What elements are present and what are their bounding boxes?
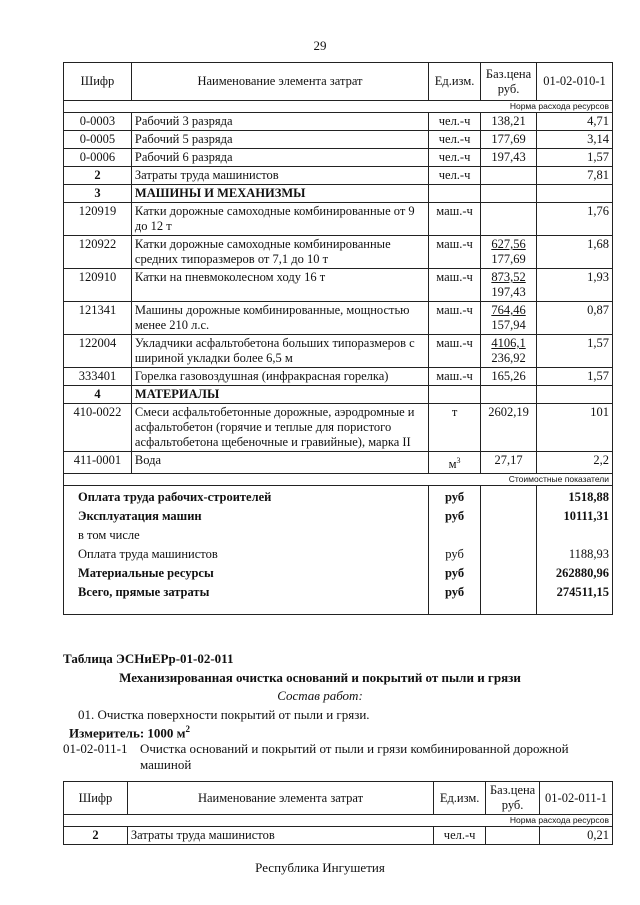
table-row <box>64 335 613 368</box>
cost-subheader: Стоимостные показатели <box>64 474 613 486</box>
row-code: 0-0006 <box>64 149 132 167</box>
table-header-row <box>64 782 613 815</box>
norm-code: 01-02-011-1 <box>63 741 128 756</box>
work-composition-title: Состав работ: <box>277 688 363 703</box>
header-price-line2: руб. <box>497 81 520 96</box>
norm-subheader: Норма расхода ресурсов <box>64 815 613 827</box>
row-code: 120919 <box>64 203 132 236</box>
table-row <box>64 131 613 149</box>
summary-name: Всего, прямые затраты <box>64 582 429 615</box>
row-norm: 1,93 <box>537 269 613 302</box>
table-row <box>64 368 613 386</box>
section-row-machines <box>64 185 613 203</box>
row-unit: маш.-ч <box>429 269 481 302</box>
row-price <box>481 269 537 302</box>
row-code: 0-0005 <box>64 131 132 149</box>
resource-table-2 <box>63 781 613 845</box>
price-total: 764,46 <box>491 303 526 317</box>
row-unit: маш.-ч <box>429 302 481 335</box>
row-code: 120910 <box>64 269 132 302</box>
row-price: 2602,19 <box>481 404 537 452</box>
price-total: 873,52 <box>491 270 526 284</box>
header-price-line2: руб. <box>501 798 524 812</box>
table-row <box>64 113 613 131</box>
row-norm: 1,76 <box>537 203 613 236</box>
row-unit: чел.-ч <box>429 149 481 167</box>
row-code: 120922 <box>64 236 132 269</box>
header-code: Шифр <box>64 782 128 815</box>
table-row <box>64 269 613 302</box>
row-code: 2 <box>64 827 128 845</box>
unit-base: м <box>448 457 457 472</box>
row-code: 0-0003 <box>64 113 132 131</box>
page-number: 29 <box>313 38 327 53</box>
summary-row <box>64 506 613 525</box>
row-code: 410-0022 <box>64 404 132 452</box>
header-unit: Ед.изм. <box>429 63 481 101</box>
row-code: 2 <box>64 167 132 185</box>
header-code: Шифр <box>64 63 132 101</box>
row-name: Рабочий 3 разряда <box>131 113 428 131</box>
row-name: МАТЕРИАЛЫ <box>131 386 428 404</box>
row-code: 122004 <box>64 335 132 368</box>
row-unit: чел.-ч <box>434 827 486 845</box>
norm-subheader-row <box>64 815 613 827</box>
row-name: Смеси асфальтобетонные дорожные, аэродромные и асфальтобетон (горячие и теплые для пористого асфальтобетона щебеночные и гравийные), марка II <box>131 404 428 452</box>
row-norm: 2,2 <box>537 452 613 474</box>
row-name: Катки на пневмоколесном ходу 16 т <box>131 269 428 302</box>
price-total: 4106,1 <box>491 336 526 350</box>
table-header-row <box>64 63 613 101</box>
summary-name: Материальные ресурсы <box>64 563 429 582</box>
row-price: 165,26 <box>481 368 537 386</box>
row-price <box>481 236 537 269</box>
resource-table <box>63 62 613 615</box>
row-price <box>481 302 537 335</box>
row-price <box>481 167 537 185</box>
row-name: Рабочий 6 разряда <box>131 149 428 167</box>
row-unit: чел.-ч <box>429 131 481 149</box>
header-price-line1: Баз.цена <box>485 66 532 81</box>
price-operator: 157,94 <box>491 318 526 332</box>
row-name: Затраты труда машинистов <box>131 167 428 185</box>
table-row <box>64 302 613 335</box>
row-norm: 7,81 <box>537 167 613 185</box>
summary-row <box>64 563 613 582</box>
row-code: 3 <box>64 185 132 203</box>
header-price <box>486 782 540 815</box>
row-price <box>481 203 537 236</box>
footer-region: Республика Ингушетия <box>255 860 385 875</box>
row-unit: маш.-ч <box>429 368 481 386</box>
summary-value: 262880,96 <box>537 563 613 582</box>
row-price <box>486 827 540 845</box>
row-name: Укладчики асфальтобетона больших типоразмеров с шириной укладки более 6,5 м <box>131 335 428 368</box>
norm-subheader: Норма расхода ресурсов <box>64 101 613 113</box>
table-label: Таблица ЭСНиЕРр-01-02-011 <box>63 651 234 666</box>
row-norm: 1,57 <box>537 149 613 167</box>
work-item: 01. Очистка поверхности покрытий от пыли и грязи. <box>78 707 370 722</box>
price-total: 627,56 <box>491 237 526 251</box>
summary-unit: руб <box>429 486 481 507</box>
price-operator: 177,69 <box>491 252 526 266</box>
row-price: 27,17 <box>481 452 537 474</box>
row-norm: 0,87 <box>537 302 613 335</box>
row-name: МАШИНЫ И МЕХАНИЗМЫ <box>131 185 428 203</box>
row-code: 411-0001 <box>64 452 132 474</box>
norm-description-line1: Очистка оснований и покрытий от пыли и грязи комбинированной дорожной <box>140 741 569 756</box>
row-price: 197,43 <box>481 149 537 167</box>
row-name: Затраты труда машинистов <box>127 827 433 845</box>
summary-unit: руб <box>429 582 481 615</box>
header-unit: Ед.изм. <box>434 782 486 815</box>
meter <box>69 724 190 741</box>
summary-unit: руб <box>429 544 481 563</box>
table-row <box>64 827 613 845</box>
row-norm: 1,57 <box>537 335 613 368</box>
summary-value: 1518,88 <box>537 486 613 507</box>
summary-unit: руб <box>429 506 481 525</box>
meter-superscript: 2 <box>185 724 191 734</box>
row-norm: 101 <box>537 404 613 452</box>
row-unit <box>429 452 481 474</box>
cost-subheader-row <box>64 474 613 486</box>
summary-value: 274511,15 <box>537 582 613 615</box>
meter-text: Измеритель: 1000 м <box>69 725 186 741</box>
summary-row <box>64 582 613 615</box>
summary-name: Эксплуатация машин <box>64 506 429 525</box>
row-unit: маш.-ч <box>429 203 481 236</box>
row-unit: чел.-ч <box>429 167 481 185</box>
row-name: Машины дорожные комбинированные, мощностью менее 210 л.с. <box>131 302 428 335</box>
row-name: Вода <box>131 452 428 474</box>
table-row <box>64 404 613 452</box>
row-price <box>481 335 537 368</box>
table-row <box>64 149 613 167</box>
unit-superscript: 3 <box>456 456 461 465</box>
summary-name: в том числе <box>64 525 429 544</box>
row-code: 4 <box>64 386 132 404</box>
row-norm: 1,68 <box>537 236 613 269</box>
row-name: Катки дорожные самоходные комбинированные средних типоразмеров от 7,1 до 10 т <box>131 236 428 269</box>
table-row <box>64 236 613 269</box>
header-name: Наименование элемента затрат <box>127 782 433 815</box>
norm-subheader-row <box>64 101 613 113</box>
row-unit: маш.-ч <box>429 335 481 368</box>
row-code: 333401 <box>64 368 132 386</box>
header-price <box>481 63 537 101</box>
summary-row <box>64 525 613 544</box>
header-norm: 01-02-010-1 <box>537 63 613 101</box>
summary-name: Оплата труда рабочих-строителей <box>64 486 429 507</box>
row-unit: чел.-ч <box>429 113 481 131</box>
row-code: 121341 <box>64 302 132 335</box>
row-price: 138,21 <box>481 113 537 131</box>
row-unit: маш.-ч <box>429 236 481 269</box>
row-unit: т <box>429 404 481 452</box>
row-norm: 1,57 <box>537 368 613 386</box>
row-price: 177,69 <box>481 131 537 149</box>
row-norm: 4,71 <box>537 113 613 131</box>
header-name: Наименование элемента затрат <box>131 63 428 101</box>
summary-row <box>64 486 613 507</box>
summary-unit: руб <box>429 563 481 582</box>
row-norm: 0,21 <box>540 827 613 845</box>
price-operator: 197,43 <box>491 285 526 299</box>
table-row <box>64 167 613 185</box>
header-price-line1: Баз.цена <box>489 783 536 797</box>
summary-value: 10111,31 <box>537 506 613 525</box>
summary-name: Оплата труда машинистов <box>64 544 429 563</box>
norm-description-line2: машиной <box>140 757 192 772</box>
section-row-materials <box>64 386 613 404</box>
row-norm: 3,14 <box>537 131 613 149</box>
row-name: Рабочий 5 разряда <box>131 131 428 149</box>
section-title: Механизированная очистка оснований и покрытий от пыли и грязи <box>119 670 521 685</box>
row-name: Катки дорожные самоходные комбинированные от 9 до 12 т <box>131 203 428 236</box>
table-row <box>64 452 613 474</box>
table-row <box>64 203 613 236</box>
summary-value: 1188,93 <box>537 544 613 563</box>
header-norm: 01-02-011-1 <box>540 782 613 815</box>
summary-row <box>64 544 613 563</box>
row-name: Горелка газовоздушная (инфракрасная горелка) <box>131 368 428 386</box>
price-operator: 236,92 <box>491 351 526 365</box>
